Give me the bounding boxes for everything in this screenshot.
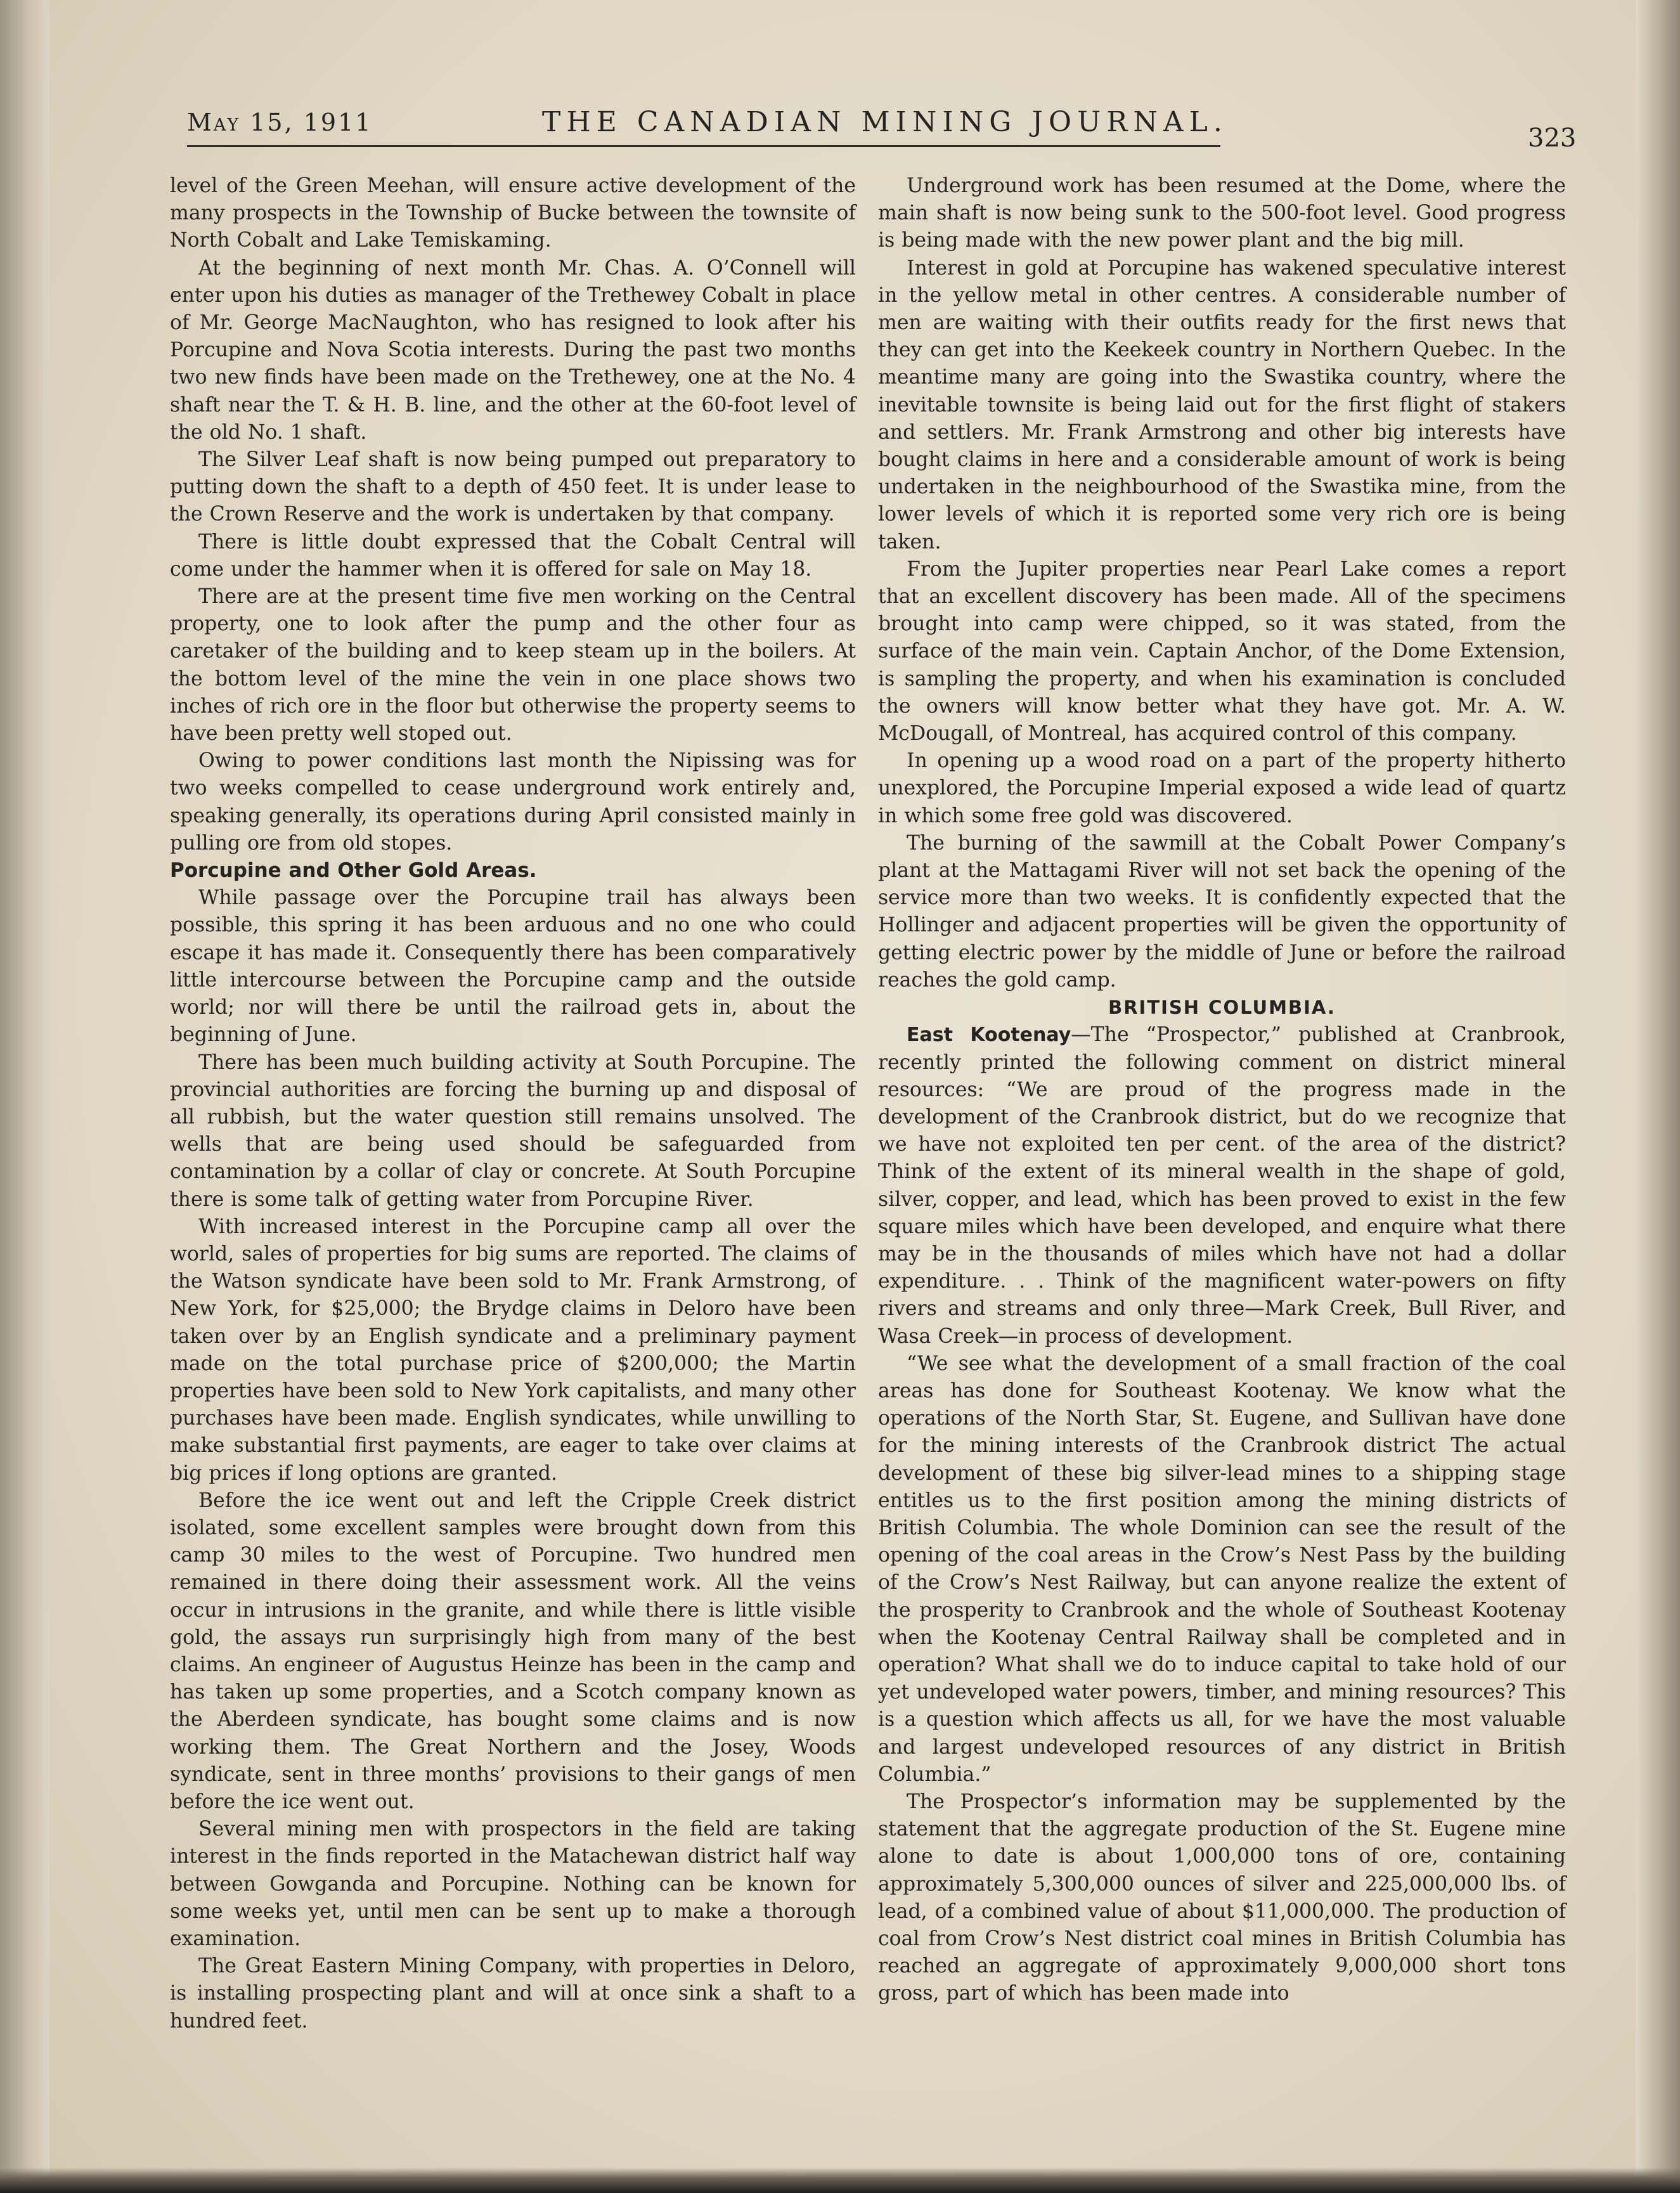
paragraph: In opening up a wood road on a part of the property hitherto unexplored, the Porcupine Imperial exposed a wide lead of quartz in which some free gold was discovered.	[878, 749, 1566, 827]
right-column	[878, 172, 1566, 2008]
running-header	[187, 105, 1577, 153]
paragraph: Owing to power conditions last month the Nipissing was for two weeks compelled to cease underground work entirely and, speaking generally, its operations during April consisted mainly in pulling ore from old stopes.	[170, 749, 856, 855]
paragraph: “We see what the development of a small fraction of the coal areas has done for Southeast Kootenay. We know what the operations of the North Star, St. Eugene, and Sullivan have done for the mining interests of the Cranbrook district The actual development of these big silver-lead mines to a shipping stage entitles us to the first position among the mining districts of British Columbia. The whole Dominion can see the result of the opening of the coal areas in the Crow’s Nest Pass by the building of the Crow’s Nest Railway, but can anyone realize the extent of the prosperity to Cranbrook and the whole of Southeast Kootenay when the Kootenay Central Railway shall be completed and in operation? What shall we do to induce capital to take hold of our yet undeveloped water powers, timber, and mining resources? This is a question which affects us all, for we have the most valuable and largest undeveloped resources of any district in British Columbia.”	[878, 1352, 1566, 1786]
header-rule	[187, 145, 1220, 147]
page-edge-right	[1636, 0, 1680, 2193]
paragraph: With increased interest in the Porcupine camp all over the world, sales of properties for big sums are reported. The claims of the Watson syndicate have been sold to Mr. Frank Armstrong, of New York, for $25,000; the Brydge claims in Deloro have been taken over by an English syndicate and a preliminary payment made on the total purchase price of $200,000; the Martin properties have been sold to New York capitalists, and many other purchases have been made. English syndicates, while unwilling to make substantial first payments, are eager to take over claims at big prices if long options are granted.	[170, 1215, 856, 1485]
scan-bottom-shadow	[0, 2168, 1680, 2193]
paragraph: The Silver Leaf shaft is now being pumped out preparatory to putting down the shaft to a depth of 450 feet. It is under lease to the Crown Reserve and the work is undertaken by that company.	[170, 448, 856, 526]
paragraph: There has been much building activity at South Porcupine. The provincial authorities are forcing the burning up and disposal of all rubbish, but the water question still remains unsolved. The wells that are being used should be safeguarded from contamination by a collar of clay or concrete. At South Porcupine there is some talk of getting water from Porcupine River.	[170, 1051, 856, 1211]
paragraph: level of the Green Meehan, will ensure active development of the many prospects in the Township of Bucke between the townsite of North Cobalt and Lake Temiskaming.	[170, 174, 856, 252]
paragraph: Underground work has been resumed at the Dome, where the main shaft is now being sunk to the 500-foot level. Good progress is being made with the new power plant and the big mill.	[878, 174, 1566, 252]
paragraph: There are at the present time five men working on the Central property, one to look after the pump and the other four as caretaker of the building and to keep steam up in the boilers. At the bottom level of the mine the vein in one place shows two inches of rich ore in the floor but otherwise the property seems to have been pretty well stoped out.	[170, 585, 856, 746]
paragraph: The burning of the sawmill at the Cobalt Power Company’s plant at the Mattagami River will not set back the opening of the service more than two weeks. It is confidently expected that the Hollinger and adjacent properties will be given the opportunity of getting electric power by the middle of June or before the railroad reaches the gold camp.	[878, 831, 1566, 992]
paragraph: The Prospector’s information may be supplemented by the statement that the aggregate production of the St. Eugene mine alone to date is about 1,000,000 tons of ore, containing approximately 5,300,000 ounces of silver and 225,000,000 lbs. of lead, of a combined value of about $11,000,000. The production of coal from Crow’s Nest district coal mines in British Columbia has reached an aggregate of approximately 9,000,000 short tons gross, part of which has been made into	[878, 1790, 1566, 2005]
journal-title: THE CANADIAN MINING JOURNAL.	[542, 106, 1228, 138]
paragraph: Before the ice went out and left the Cripple Creek district isolated, some excellent samples were brought down from this camp 30 miles to the west of Porcupine. Two hundred men remained in there doing their assessment work. All the veins occur in intrusions in the granite, and while there is little visible gold, the assays run surprisingly high from many of the best claims. An engineer of Augustus Heinze has been in the camp and has taken up some properties, and a Scotch company known as the Aberdeen syndicate, has bought some claims and is now working them. The Great Northern and the Josey, Woods syndicate, sent in three months’ provisions to their gangs of men before the ice went out.	[170, 1489, 856, 1813]
page-number: 323	[1528, 124, 1577, 153]
binding-shadow-left	[0, 0, 49, 2193]
paragraph-east-kootenay	[878, 1021, 1566, 1350]
section-heading-porcupine: Porcupine and Other Gold Areas.	[170, 859, 537, 883]
lead-in-east-kootenay: East Kootenay	[907, 1024, 1071, 1047]
paragraph: Several mining men with prospectors in the field are taking interest in the finds reported in the Matachewan district half way between Gowganda and Porcupine. Nothing can be known for some weeks yet, until men can be sent up to make a thorough examination.	[170, 1818, 856, 1950]
paragraph: While passage over the Porcupine trail has always been possible, this spring it has been arduous and no one who could escape it has made it. Consequently there has been comparatively little intercourse between the Porcupine camp and the outside world; nor will there be until the railroad gets in, about the beginning of June.	[170, 886, 856, 1047]
lead-paragraph-text: —The “Prospector,” published at Cranbrook, recently printed the following comment on district mineral resources: “We are proud of the progress made in the development of the Cranbrook district, but do we recognize that we have not exploited ten per cent. of the area of the district? Think of the extent of its mineral wealth in the shape of gold, silver, copper, and lead, which has been proved to exist in the few square miles which have been developed, and enquire what there may be in the thousands of miles which have not had a dollar expenditure. . . Think of the magnificent water-powers on fifty rivers and streams and only three—Mark Creek, Bull River, and Wasa Creek—in process of development.	[878, 1023, 1567, 1348]
paragraph: The Great Eastern Mining Company, with properties in Deloro, is installing prospecting plant and will at once sink a shaft to a hundred feet.	[170, 1955, 856, 2033]
paragraph: At the beginning of next month Mr. Chas. A. O’Connell will enter upon his duties as manager of the Trethewey Cobalt in place of Mr. George MacNaughton, who has resigned to look after his Porcupine and Nova Scotia interests. During the past two months two new finds have been made on the Trethewey, one at the No. 4 shaft near the T. & H. B. line, and the other at the 60-foot level of the old No. 1 shaft.	[170, 256, 856, 444]
paragraph: There is little doubt expressed that the Cobalt Central will come under the hammer when it is offered for sale on May 18.	[170, 530, 856, 581]
section-heading-british-columbia: BRITISH COLUMBIA.	[1108, 997, 1336, 1019]
header-date: May 15, 1911	[187, 108, 373, 136]
left-column	[170, 172, 856, 2035]
paragraph: From the Jupiter properties near Pearl Lake comes a report that an excellent discovery has been made. All of the specimens brought into camp were chipped, so it was stated, from the surface of the main vein. Captain Anchor, of the Dome Extension, is sampling the property, and when his examination is concluded the owners will know better what they have got. Mr. A. W. McDougall, of Montreal, has acquired control of this company.	[878, 557, 1566, 746]
paragraph: Interest in gold at Porcupine has wakened speculative interest in the yellow metal in other centres. A considerable number of men are waiting with their outfits ready for the first news that they can get into the Keekeek country in Northern Quebec. In the meantime many are going into the Swastika country, where the inevitable townsite is being laid out for the first flight of stakers and settlers. Mr. Frank Armstrong and other big interests have bought claims in here and a considerable amount of work is being undertaken in the neighbourhood of the Swastika mine, from the lower levels of which it is reported some very rich ore is being taken.	[878, 256, 1566, 553]
